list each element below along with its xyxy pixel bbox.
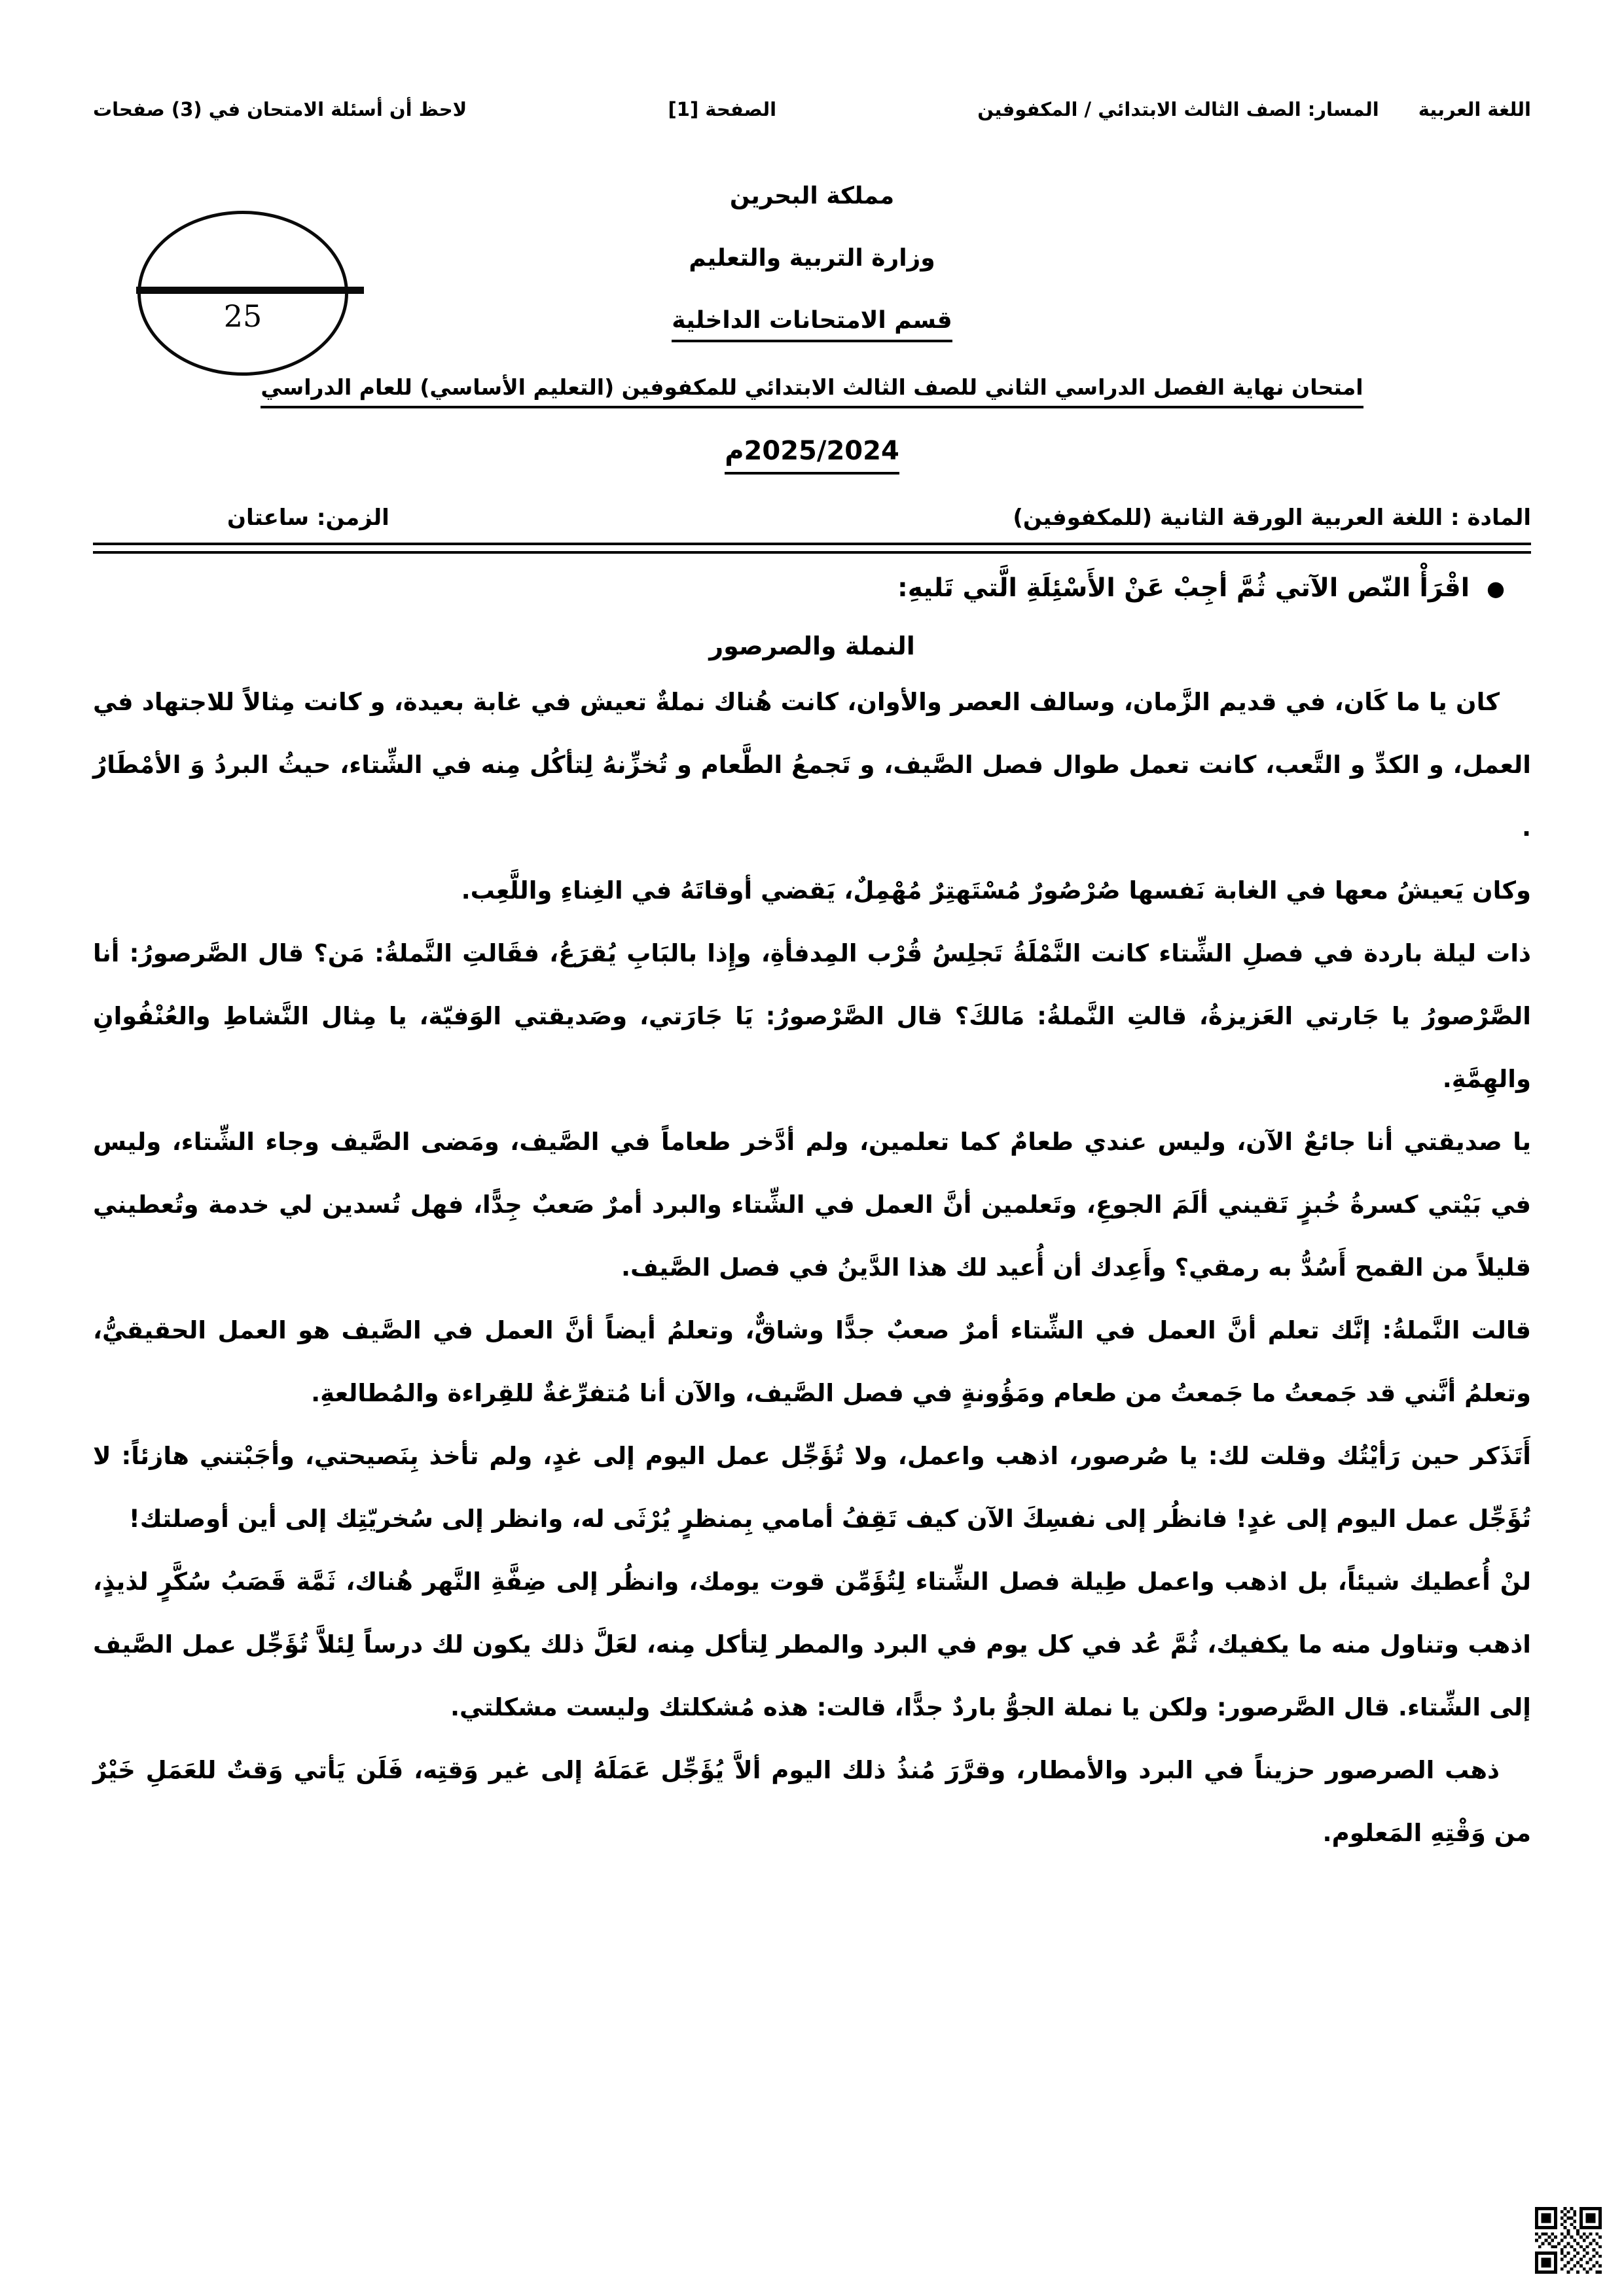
instruction-text: اقْرَأْ النّص الآتي ثُمَّ أجِبْ عَنْ الأَسْئِلَةِ الَّتي تَليهِ: <box>897 573 1470 603</box>
ministry-name: وزارة التربية والتعليم <box>689 245 935 272</box>
instruction-line <box>93 573 1531 603</box>
time-line: الزمن: ساعتان <box>227 505 389 531</box>
running-header <box>93 98 1531 120</box>
story-paragraph: كان يا ما كَان، في قديم الزَّمان، وسالف العصر والأوان، كانت هُناك نملةٌ تعيش في غابة بعيدة، و كانت مِثالاً للاجتهاد في العمل، و الكدِّ و التَّعب، كانت تعمل طوال فصل الصَّيف، و تَجمعُ الطَّعام و تُخزِّنهُ لِتأكُل مِنه في الشِّتاء، حيثُ البردُ وَ الأمْطَارُ . <box>93 688 1531 842</box>
subject-line: المادة : اللغة العربية الورقة الثانية (للمكفوفين) <box>1013 505 1531 531</box>
story-title: النملة والصرصور <box>709 632 915 660</box>
exam-info-row <box>93 505 1531 531</box>
header-subject-label: اللغة العربية <box>1418 98 1531 120</box>
story-paragraph: لنْ أُعطيك شيئاً، بل اذهب واعمل طِيلة فصل الشِّتاء لِتُؤَمِّن قوت يومك، وانظُر إلى ضِفَّةِ النَّهر هُناك، ثَمَّة قَصَبُ سُكَّرٍ لذيذٍ، اذهب وتناول منه ما يكفيك، ثُمَّ عُد في كل يوم في البرد والمطر لِتأكل مِنه، لعَلَّ ذلك يكون لك درساً لِئلاَّ تُؤَجِّل عمل الصَّيف إلى الشِّتاء. قال الصَّرصور: ولكن يا نملة الجوُّ باردٌ جدًّا، قالت: هذه مُشكلتك وليست مشكلتي. <box>93 1568 1531 1721</box>
running-header-right <box>977 98 1531 120</box>
score-value: 25 <box>223 298 262 334</box>
story-paragraph: وكان يَعيشُ معها في الغابة نَفسها صُرْصُورٌ مُسْتَهتِرٌ مُهْمِلٌ، يَقضي أوقاتَهُ في الغِناءِ واللَّعِب. <box>461 876 1531 905</box>
academic-year: 2025/2024م <box>93 435 1531 467</box>
score-stamp <box>137 211 348 376</box>
story-text <box>93 671 1531 1865</box>
bullet-icon: ● <box>1487 575 1505 601</box>
story-paragraph: يا صديقتي أنا جائعٌ الآن، وليس عندي طعامٌ كما تعلمين، ولم أدَّخر طعاماً في الصَّيف، ومَضى الصَّيف وجاء الشِّتاء، وليس في بَيْتي كسرةُ خُبزٍ تَقيني ألَمَ الجوعِ، وتَعلمين أنَّ العمل في الشِّتاء والبرد أمرٌ صَعبٌ جِدًّا، فهل تُسدين لي خدمة وتُعطيني قليلاً من القمح أَسُدُّ به رمقي؟ وأَعِدك أن أُعيد لك هذا الدَّينُ في فصل الصَّيف. <box>93 1128 1531 1282</box>
story-paragraph: أَتَذَكر حين رَأيْتُك وقلت لك: يا صُرصور، اذهب واعمل، ولا تُؤَجِّل عمل اليوم إلى غدٍ، ولم تأخذ بِنَصيحتي، وأجَبْتني هازئاً: لا تُؤَجِّل عمل اليوم إلى غدٍ! فانظُر إلى نفسِكَ الآن كيف تَقِفُ أمامي بِمنظرٍ يُرْثَى له، وانظر إلى سُخريّتِك إلى أين أوصلتك! <box>93 1442 1531 1533</box>
exam-title: امتحان نهاية الفصل الدراسي الثاني للصف الثالث الابتدائي للمكفوفين (التعليم الأساسي) للعام الدراسي <box>93 372 1531 403</box>
kingdom-name: مملكة البحرين <box>729 183 895 209</box>
story-paragraph: قالت النَّملةُ: إنَّك تعلم أنَّ العمل في الشِّتاء أمرٌ صعبٌ جدًّا وشاقٌّ، وتعلمُ أيضاً أنَّ العمل في الصَّيف هو العمل الحقيقيُّ، وتعلمُ أنَّني قد جَمعتُ ما جَمعتُ من طعام ومَؤُونةٍ في فصل الصَّيف، والآن أنا مُتفرِّغةٌ للقِراءة والمُطالعةِ. <box>93 1316 1531 1407</box>
header-track-label: المسار: الصف الثالث الابتدائي / المكفوفين <box>977 98 1379 120</box>
double-separator-line <box>93 543 1531 554</box>
story-paragraph: ذهب الصرصور حزيناً في البرد والأمطار، وقرَّرَ مُنذُ ذلك اليوم ألاَّ يُؤَجِّل عَمَلَهُ إلى غير وَقتِه، فَلَن يَأتي وَقتٌ للعَمَلِ خَيْرٌ من وَقْتِهِ المَعلوم. <box>93 1756 1531 1847</box>
header-page-number: الصفحة [1] <box>668 98 777 120</box>
department-name: قسم الامتحانات الداخلية <box>93 307 1531 334</box>
header-pages-note: لاحظ أن أسئلة الامتحان في (3) صفحات <box>93 98 467 120</box>
qr-code <box>1535 2207 1602 2274</box>
score-stamp-divider <box>136 287 364 294</box>
story-paragraph: ذات ليلة باردة في فصلِ الشِّتاء كانت النَّمْلَةُ تَجلِسُ قُرْب المِدفأةِ، وإِذا بالبَابِ يُقرَعُ، فقَالتِ النَّملةُ: مَن؟ قال الصَّرصورُ: أنا الصَّرْصورُ يا جَارتي العَزيزةُ، قالتِ النَّملةُ: مَالكَ؟ قال الصَّرْصورُ: يَا جَارَتي، وصَديقتي الوَفيّة، يا مِثال النَّشاطِ والعُنْفُوانِ والهِمَّةِ. <box>93 939 1531 1093</box>
